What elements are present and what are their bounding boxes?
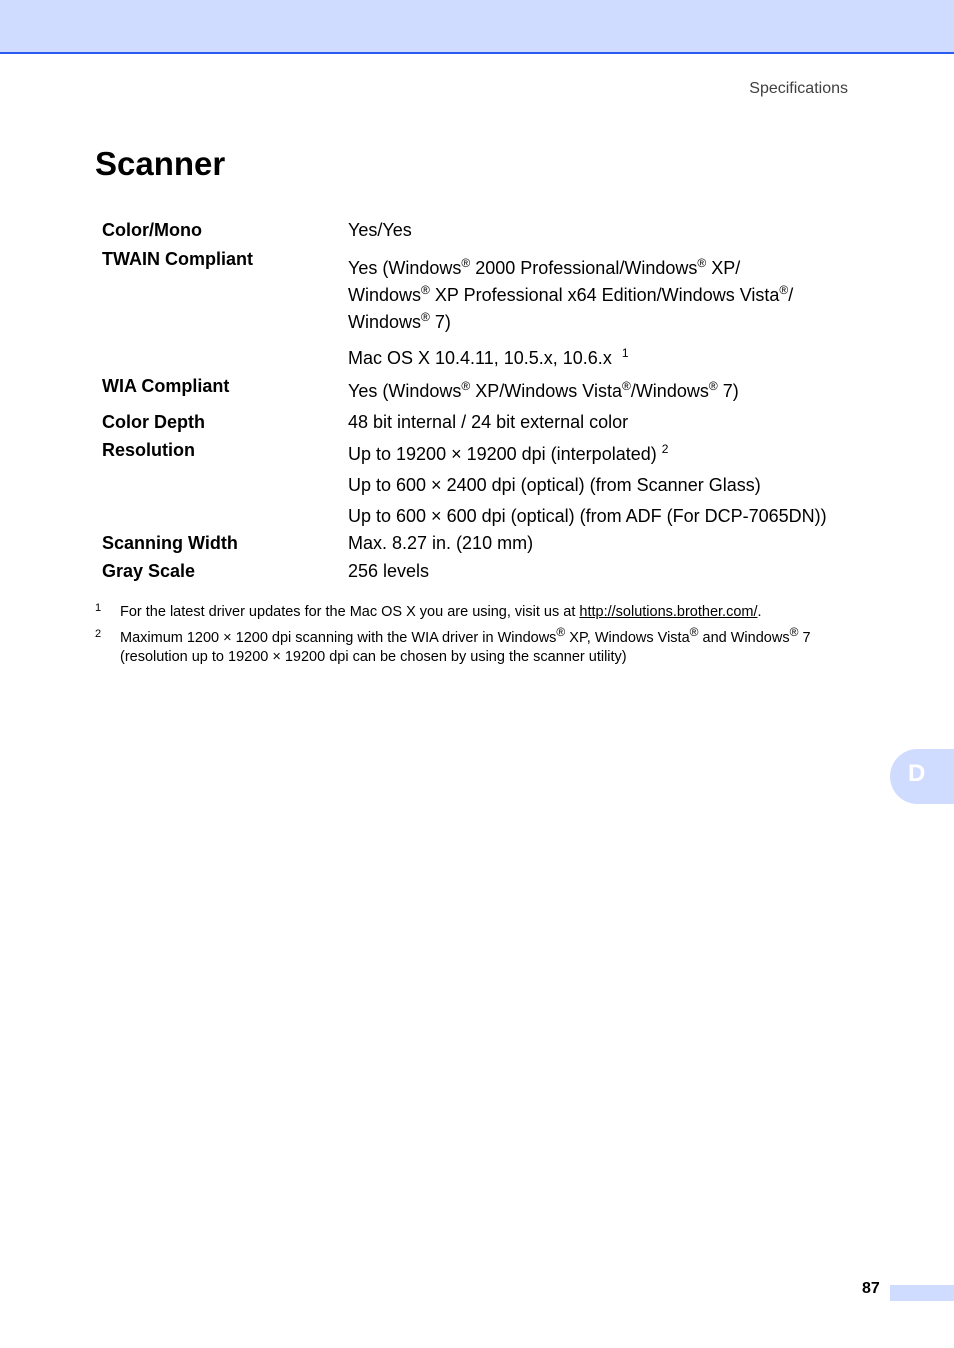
spec-label: TWAIN Compliant: [102, 249, 253, 269]
running-header: Specifications: [749, 80, 848, 97]
footnote-number: 1: [95, 602, 102, 614]
spec-value: Yes/Yes: [348, 220, 412, 240]
scanner-spec-table: [95, 220, 855, 582]
page-number-bar: [890, 1285, 954, 1301]
spec-label: Color Depth: [102, 412, 205, 432]
spec-value: Yes (Windows® 2000 Professional/Windows® XP/ Windows® XP Professional x64 Edition/Windows Vista®/ Windows® 7) Mac OS X 10.4.11, 10.5.x, 10.6.x $^1$: [348, 256, 794, 368]
spec-value: Yes (Windows® XP/Windows Vista®/Windows® 7): [348, 379, 739, 401]
spec-row-wia: [95, 372, 855, 405]
footnote-ref: 2: [661, 442, 669, 456]
spec-row-resolution: [95, 433, 855, 530]
footnotes: [95, 603, 855, 667]
page-title: Scanner: [95, 145, 226, 182]
footnote-1: 1 For the latest driver updates for the Mac OS X you are using, visit us at http://solutions.brother.com/.: [95, 603, 855, 622]
spec-label: Color/Mono: [102, 220, 202, 240]
mac-os-support: Mac OS X 10.4.11, 10.5.x, 10.6.x: [348, 348, 612, 368]
chapter-tab: [890, 749, 954, 804]
footnote-2: 2 Maximum 1200 × 1200 dpi scanning with the WIA driver in Windows® XP, Windows Vista® and Windows® 7 (resolution up to 19200 × 19200 dpi can be chosen by using the scanner utility): [95, 625, 811, 665]
spec-row-gray-scale: [95, 554, 855, 582]
chapter-letter: D: [908, 760, 926, 787]
spec-value: Up to 19200 × 19200 dpi (interpolated) $^2$ Up to 600 × 2400 dpi (optical) (from Scanner Glass) Up to 600 × 600 dpi (optical) (from ADF (For DCP-7065DN)): [348, 442, 827, 526]
spec-label: Scanning Width: [102, 533, 238, 553]
footnote-ref: 1: [621, 346, 629, 360]
spec-row-scanning-width: [95, 530, 855, 554]
spec-label: Gray Scale: [102, 561, 196, 581]
header-bar: [0, 0, 954, 54]
spec-value: 48 bit internal / 24 bit external color: [348, 412, 629, 432]
spec-label: WIA Compliant: [102, 376, 230, 396]
spec-row-color-mono: [95, 220, 855, 249]
page-number: 87: [862, 1280, 880, 1297]
brother-solutions-link[interactable]: http://solutions.brother.com/: [579, 604, 758, 620]
spec-value: 256 levels: [348, 561, 430, 581]
spec-row-twain: [95, 249, 855, 372]
spec-label: Resolution: [102, 440, 195, 460]
spec-value: Max. 8.27 in. (210 mm): [348, 533, 534, 553]
footnote-number: 2: [95, 628, 102, 640]
spec-row-color-depth: [95, 405, 855, 433]
